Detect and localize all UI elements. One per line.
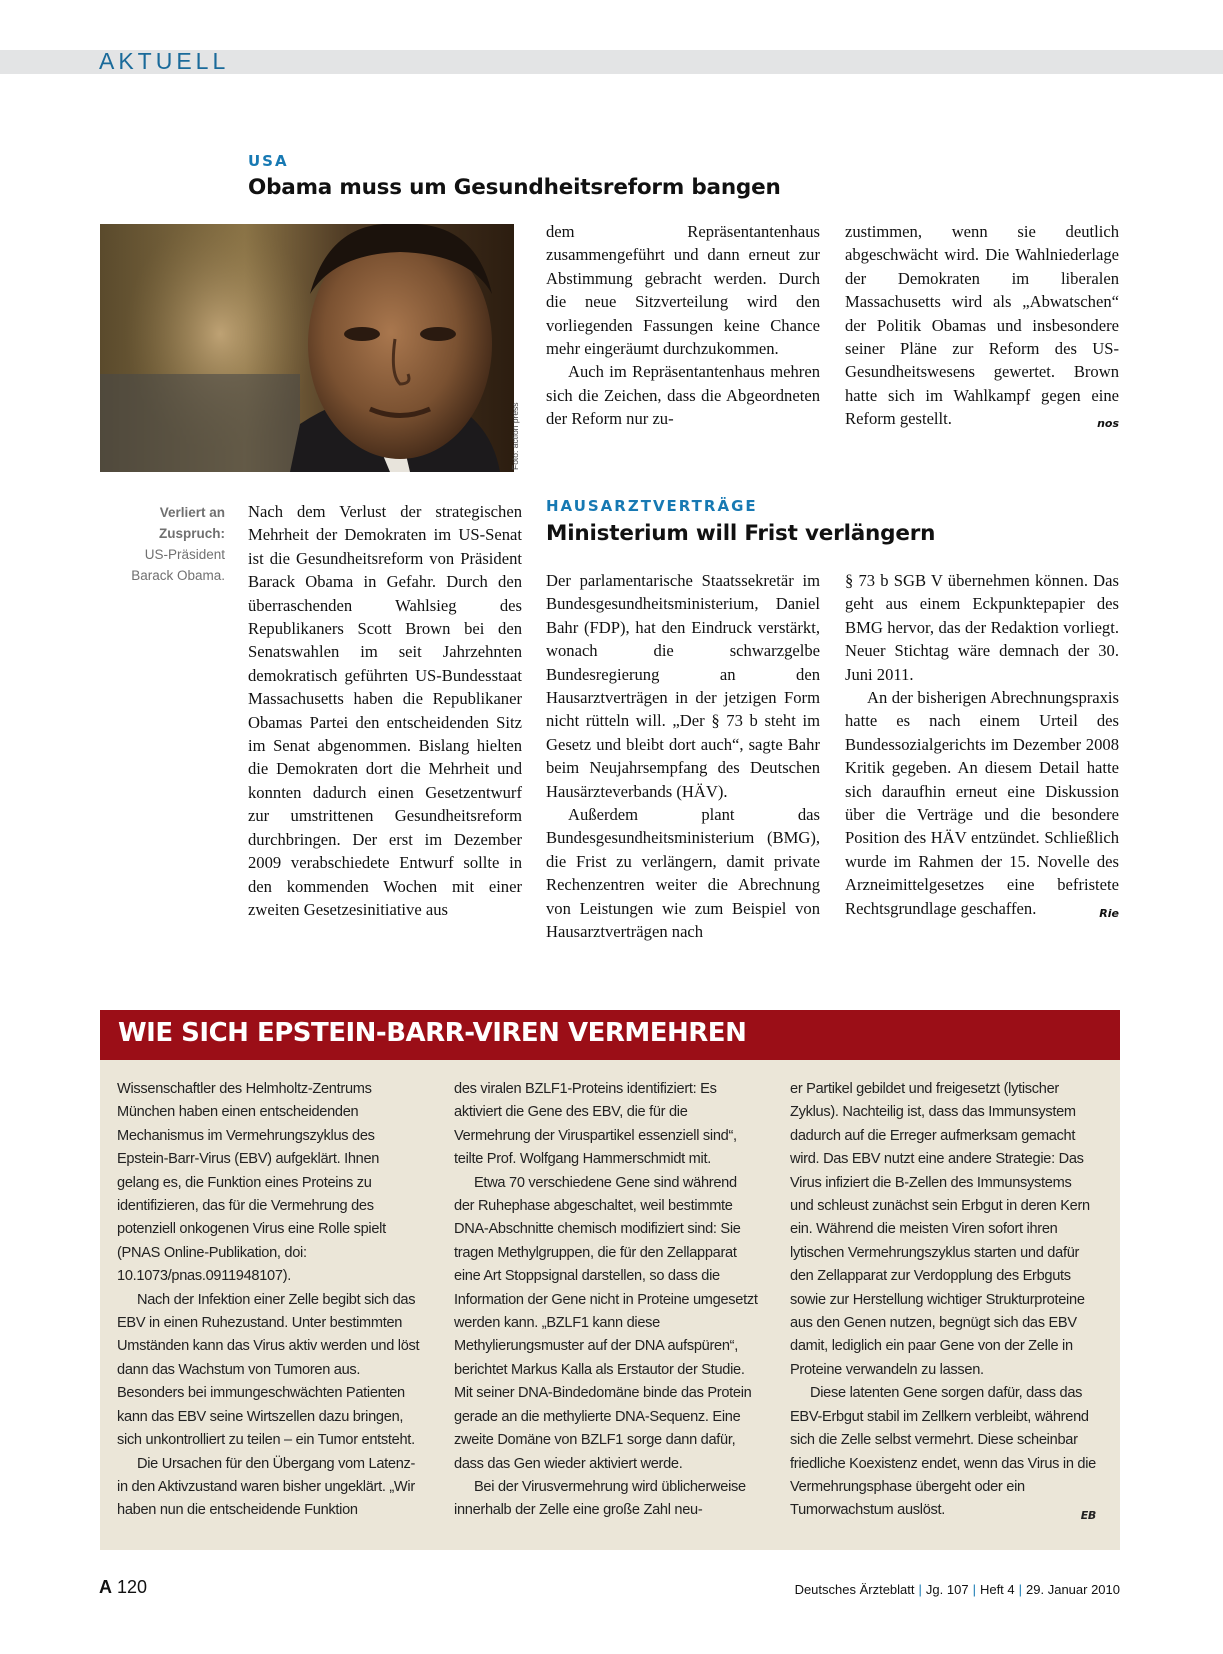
footer-separator: | xyxy=(1018,1582,1023,1597)
box-column-3 xyxy=(790,1078,1096,1528)
journal-issue: Heft 4 xyxy=(979,1582,1015,1597)
article1-author: nos xyxy=(1097,417,1119,431)
footer-separator: | xyxy=(918,1582,922,1597)
article1-column-2 xyxy=(546,220,820,431)
obama-photo xyxy=(100,224,514,472)
article1-kicker: USA xyxy=(248,152,289,170)
caption-bold: Verliert an Zuspruch: xyxy=(159,505,225,541)
article1-column-3 xyxy=(845,220,1119,436)
article1-headline: Obama muss um Gesundheitsreform bangen xyxy=(248,175,781,200)
article2-col1-p2: Außerdem plant das Bundesgesundheitsministerium (BMG), die Frist zu verlängern, damit private Rechenzentren weiter die Abrechnung von Leistungen wie zum Beispiel von Hausarztverträgen nach xyxy=(546,805,820,942)
article2-column-1 xyxy=(546,569,820,944)
box-col2-p2: Etwa 70 verschiedene Gene sind während der Ruhephase abgeschaltet, weil bestimmte DNA-Abschnitte chemisch modifiziert sind: Sie tragen Methylgruppen, die für den Zellapparat eine Art Stoppsignal darstellen, so dass die Information der Gene nicht in Proteine umgesetzt werden kann. „BZLF1 kann diese Methylierungsmuster auf der DNA aufspüren“, berichtet Markus Kalla als Erstautor der Studie. Mit seiner DNA-Bindedomäne binde das Protein gerade an die methylierte DNA-Sequenz. Eine zweite Domäne von BZLF1 sorge dann dafür, dass das Gen wieder aktiviert werde. xyxy=(454,1174,758,1472)
footer-separator: | xyxy=(972,1582,976,1597)
box-col3-p1: er Partikel gebildet und freigesetzt (lytischer Zyklus). Nachteilig ist, dass das Immunsystem dadurch auf die Erreger aufmerksam gemacht wird. Das EBV nutzt eine andere Strategie: Das Virus infiziert die B-Zellen des Immunsystems und schleust zunächst sein Erbgut in deren Kern ein. Während die meisten Viren sofort ihren lytischen Vermehrungszyklus starten und dafür den Zellapparat zur Verdopplung des Erbguts sowie zur Herstellung wichtiger Strukturproteine aus den Genen nutzen, begnügt sich das EBV damit, lediglich ein paar Gene von der Zelle in Proteine verwandeln zu lassen. xyxy=(790,1081,1090,1378)
journal-volume: Jg. 107 xyxy=(925,1582,969,1597)
box-col1-p3: Die Ursachen für den Übergang vom Latenz- in den Aktivzustand waren bisher ungeklärt. „Wir haben nun die entscheidende Funktion xyxy=(117,1455,416,1519)
photo-credit: Foto: action press xyxy=(510,402,520,470)
box-column-2 xyxy=(454,1078,760,1523)
page-prefix: A xyxy=(99,1577,112,1597)
article2-kicker: HAUSARZTVERTRÄGE xyxy=(546,497,758,515)
page-number xyxy=(99,1577,147,1598)
box-col2-p3: Bei der Virusvermehrung wird üblicherweise innerhalb der Zelle eine große Zahl neu- xyxy=(454,1478,746,1519)
box-column-1 xyxy=(117,1078,423,1523)
journal-date: 29. Januar 2010 xyxy=(1026,1582,1120,1597)
footer-info xyxy=(795,1582,1120,1597)
article2-author: Rie xyxy=(1099,906,1119,920)
photo-caption xyxy=(120,502,225,586)
article1-col3-text: zustimmen, wenn sie deutlich abgeschwächt wird. Die Wahlniederlage der Demokraten im liberalen Massachusetts wird als „Abwatschen“ der Politik Obamas und insbesondere seiner Pläne zur Reform des US-Gesundheitswesens gewertet. Brown hatte sich im Wahlkampf gegen eine Reform gestellt. xyxy=(845,222,1119,429)
box-col1-p1: Wissenschaftler des Helmholtz-Zentrums München haben einen entscheidenden Mechanismus im Vermehrungszyklus des Epstein-Barr-Virus (EBV) aufgeklärt. Ihnen gelang es, die Funktion eines Proteins zu identifizieren, das für die Vermehrung des potenziell onkogenen Virus eine Rolle spielt (PNAS Online-Publikation, doi: 10.1073/pnas.0911948107). xyxy=(117,1081,386,1285)
article1-column-1 xyxy=(248,500,522,921)
box-col1-p2: Nach der Infektion einer Zelle begibt sich das EBV in einen Ruhezustand. Unter bestimmten Umständen kann das Virus aktiv werden und löst dann das Wachstum von Tumoren aus. Besonders bei immungeschwächten Patienten kann das EBV seine Wirtszellen dazu bringen, sich unkontrolliert zu teilen – ein Tumor entsteht. xyxy=(117,1291,420,1449)
box-header xyxy=(100,1010,1120,1060)
article2-col1-p1: Der parlamentarische Staatssekretär im Bundesgesundheitsministerium, Daniel Bahr (FDP), hat den Eindruck verstärkt, wonach die schwarzgelbe Bundesregierung an den Hausarztverträgen in der jetzigen Form nicht rütteln will. „Der § 73 b steht im Gesetz und bleibt dort auch“, sagte Bahr beim Neujahrsempfang des Deutschen Hausärzteverbands (HÄV). xyxy=(546,571,820,801)
box-col3-p2: Diese latenten Gene sorgen dafür, dass das EBV-Erbgut stabil im Zellkern verbleibt, während sich die Zelle selbst vermehrt. Diese scheinbar friedliche Koexistenz endet, wenn das Virus in die Vermehrungsphase übergeht oder ein Tumorwachstum auslöst. xyxy=(790,1385,1096,1519)
box-col2-p1: des viralen BZLF1-Proteins identifiziert: Es aktiviert die Gene des EBV, die für die Vermehrung der Viruspartikel essenziell sind“, teilte Prof. Wolfgang Hammerschmidt mit. xyxy=(454,1081,737,1168)
article2-col2-p2: An der bisherigen Abrechnungspraxis hatte es nach einem Urteil des Bundessozialgerichts im Dezember 2008 Kritik gegeben. An diesem Detail hatte sich daraufhin erneut eine Diskussion über die Verträge und die besondere Position des HÄV entzündet. Schließlich wurde im Rahmen der 15. Novelle des Arzneimittelgesetzes eine befristete Rechtsgrundlage geschaffen. xyxy=(845,688,1119,918)
page-number-value: 120 xyxy=(117,1577,148,1597)
article1-col1-text: Nach dem Verlust der strategischen Mehrheit der Demokraten im US-Senat ist die Gesundheitsreform von Präsident Barack Obama in Gefahr. Durch den überraschenden Wahlsieg des Republikaners Scott Brown bei den Senatswahlen im seit Jahrzehnten demokratisch geführten US-Bundesstaat Massachusetts haben die Republikaner Obamas Partei den entscheidenden Sitz im Senat abgenommen. Bislang hielten die Demokraten dort die Mehrheit und konnten dadurch einen Gesetzentwurf zur umstrittenen Gesundheitsreform durchbringen. Der erst im Dezember 2009 verabschiedete Entwurf sollte in den kommenden Wochen mit einer zweiten Gesetzesinitiative aus xyxy=(248,502,522,919)
journal-name: Deutsches Ärzteblatt xyxy=(794,1582,915,1597)
section-label: AKTUELL xyxy=(99,48,230,74)
article2-headline: Ministerium will Frist verlängern xyxy=(546,521,936,546)
article2-col2-p1: § 73 b SGB V übernehmen können. Das geht aus einem Eckpunktepapier des BMG hervor, das der Redaktion vorliegt. Neuer Stichtag wäre demnach der 30. Juni 2011. xyxy=(845,571,1119,684)
article2-column-2 xyxy=(845,569,1119,925)
article1-col2-p1: dem Repräsentantenhaus zusammengeführt und dann erneut zur Abstimmung gebracht werden. Durch die neue Sitzverteilung wird den vorliegenden Fassungen keine Chance mehr eingeräumt durchzukommen. xyxy=(546,222,820,359)
box-author: EB xyxy=(1080,1509,1096,1523)
caption-text: US-Präsident Barack Obama. xyxy=(131,547,225,583)
article1-col2-p2: Auch im Repräsentantenhaus mehren sich die Zeichen, dass die Abgeordneten der Reform nur zu- xyxy=(546,362,820,429)
box-title: WIE SICH EPSTEIN-BARR-VIREN VERMEHREN xyxy=(118,1018,747,1048)
